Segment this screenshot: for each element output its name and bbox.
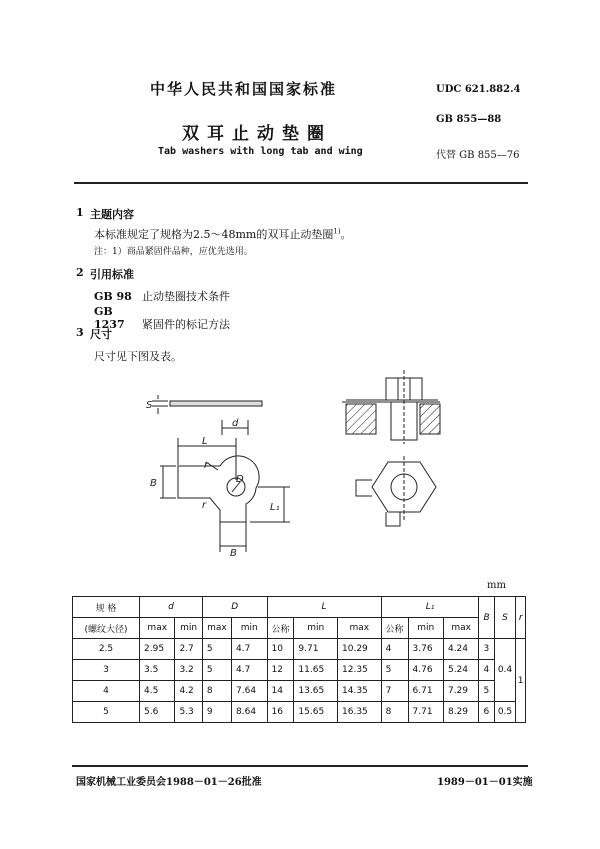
- cell-spec: 3: [73, 660, 140, 681]
- cell: 6: [479, 702, 494, 723]
- assembly-section: [342, 370, 440, 444]
- header-d: d: [140, 597, 203, 618]
- section-1-title: 主题内容: [90, 208, 134, 221]
- header-max: max: [338, 618, 382, 639]
- cell: 16.35: [338, 702, 382, 723]
- cell: 9.71: [294, 639, 338, 660]
- effective-date: 1989－01－01实施: [437, 777, 533, 788]
- section-2-number: 2: [76, 266, 84, 279]
- cell: 7.64: [232, 681, 267, 702]
- table-row: [73, 702, 526, 723]
- table-header-row: [73, 597, 526, 618]
- cell: 2.7: [175, 639, 202, 660]
- footnote-mark: 1): [333, 227, 341, 236]
- cell: 6.71: [408, 681, 443, 702]
- cell: 2.95: [140, 639, 175, 660]
- cell: 10: [267, 639, 294, 660]
- section-1-text: [94, 226, 352, 242]
- page-title-english: Tab washers with long tab and wing: [158, 146, 363, 157]
- label-d: d: [232, 418, 239, 429]
- header-D: D: [202, 597, 267, 618]
- header-spec: 规 格: [73, 597, 140, 618]
- table-row: [73, 639, 526, 660]
- header-max: max: [202, 618, 231, 639]
- reference-code: GB 98: [94, 290, 132, 303]
- table-row: [73, 660, 526, 681]
- cell: 4: [479, 660, 494, 681]
- section-3-number: 3: [76, 326, 84, 339]
- cell-S-last: 0.5: [494, 702, 516, 723]
- header-max: max: [140, 618, 175, 639]
- cell: 3.2: [175, 660, 202, 681]
- cell-r-merged: 1: [516, 639, 526, 723]
- header-r: r: [516, 597, 526, 639]
- cell: 14: [267, 681, 294, 702]
- section-2-title: 引用标准: [90, 268, 134, 281]
- reference-code: GB 1237: [94, 305, 125, 331]
- cell: 8: [202, 681, 231, 702]
- label-B-bottom: B: [230, 548, 237, 559]
- header-L: L: [267, 597, 381, 618]
- reference-1: [94, 288, 230, 304]
- cell: 11.65: [294, 660, 338, 681]
- cell: 3.5: [140, 660, 175, 681]
- udc-code: UDC 621.882.4: [436, 84, 521, 95]
- header-B: B: [479, 597, 494, 639]
- label-D: D: [236, 474, 244, 485]
- cell: 5: [202, 660, 231, 681]
- cell: 5: [381, 660, 408, 681]
- header-S: S: [494, 597, 516, 639]
- cell-spec: 5: [73, 702, 140, 723]
- section-3-title: 尺寸: [90, 328, 112, 341]
- section-1-end: 。: [340, 228, 352, 241]
- table-subheader-row: [73, 618, 526, 639]
- cell: 4.2: [175, 681, 202, 702]
- cell: 5: [202, 639, 231, 660]
- cell: 12: [267, 660, 294, 681]
- cell-spec: 4: [73, 681, 140, 702]
- footer-rule: [72, 765, 528, 767]
- header-nominal: 公称: [381, 618, 408, 639]
- approval-date: 国家机械工业委员会1988－01－26批准: [76, 777, 262, 788]
- header-spec-sub: (螺纹大径): [73, 618, 140, 639]
- label-r: r: [204, 460, 209, 471]
- reference-name: 紧固件的标记方法: [142, 318, 230, 331]
- cell: 4.7: [232, 639, 267, 660]
- cell: 7.71: [408, 702, 443, 723]
- cell: 4.24: [443, 639, 478, 660]
- header-L1: L₁: [381, 597, 479, 618]
- dimension-table: [72, 596, 526, 723]
- cell: 16: [267, 702, 294, 723]
- header-rule: [74, 182, 528, 184]
- page-title: 双耳止动垫圈: [182, 124, 332, 144]
- label-L: L: [202, 436, 208, 447]
- cell: 10.29: [338, 639, 382, 660]
- header-nominal: 公称: [267, 618, 294, 639]
- cell: 4.76: [408, 660, 443, 681]
- section-1-body: 本标准规定了规格为2.5～48mm的双耳止动垫圈: [94, 228, 334, 241]
- cell: 7: [381, 681, 408, 702]
- cell: 9: [202, 702, 231, 723]
- cell: 3: [479, 639, 494, 660]
- cell: 5.3: [175, 702, 202, 723]
- cell-spec: 2.5: [73, 639, 140, 660]
- cell: 5.24: [443, 660, 478, 681]
- cell: 8: [381, 702, 408, 723]
- cell: 8.64: [232, 702, 267, 723]
- cell: 14.35: [338, 681, 382, 702]
- cell: 8.29: [443, 702, 478, 723]
- cell: 12.35: [338, 660, 382, 681]
- label-B-left: B: [150, 478, 157, 489]
- header-min: min: [408, 618, 443, 639]
- cell: 7.29: [443, 681, 478, 702]
- assembly-plan: [356, 456, 436, 526]
- cell: 5: [479, 681, 494, 702]
- technical-drawing: [0, 370, 600, 580]
- cell: 15.65: [294, 702, 338, 723]
- label-S: S: [146, 400, 153, 411]
- label-r-lower: r: [202, 500, 207, 511]
- footnote: 注：1）商品紧固件品种，应优先选用。: [94, 247, 253, 257]
- header-min: min: [294, 618, 338, 639]
- cell: 13.65: [294, 681, 338, 702]
- section-3-text: 尺寸见下图及表。: [94, 350, 182, 363]
- cell: 3.76: [408, 639, 443, 660]
- header-min: min: [175, 618, 202, 639]
- reference-name: 止动垫圈技术条件: [142, 290, 230, 303]
- cell: 4.5: [140, 681, 175, 702]
- header-min: min: [232, 618, 267, 639]
- unit-label: mm: [487, 580, 506, 591]
- side-view: [152, 395, 262, 414]
- table-row: [73, 681, 526, 702]
- standard-type: 中华人民共和国国家标准: [150, 80, 338, 98]
- replaces-standard: 代替 GB 855—76: [436, 150, 520, 161]
- cell: 4.7: [232, 660, 267, 681]
- cell-S-merged: 0.4: [494, 639, 516, 702]
- cell: 4: [381, 639, 408, 660]
- gb-number: GB 855—88: [436, 114, 502, 125]
- reference-2: [94, 305, 230, 332]
- label-L1: L₁: [270, 502, 280, 513]
- header-max: max: [443, 618, 478, 639]
- section-1-number: 1: [76, 206, 84, 219]
- cell: 5.6: [140, 702, 175, 723]
